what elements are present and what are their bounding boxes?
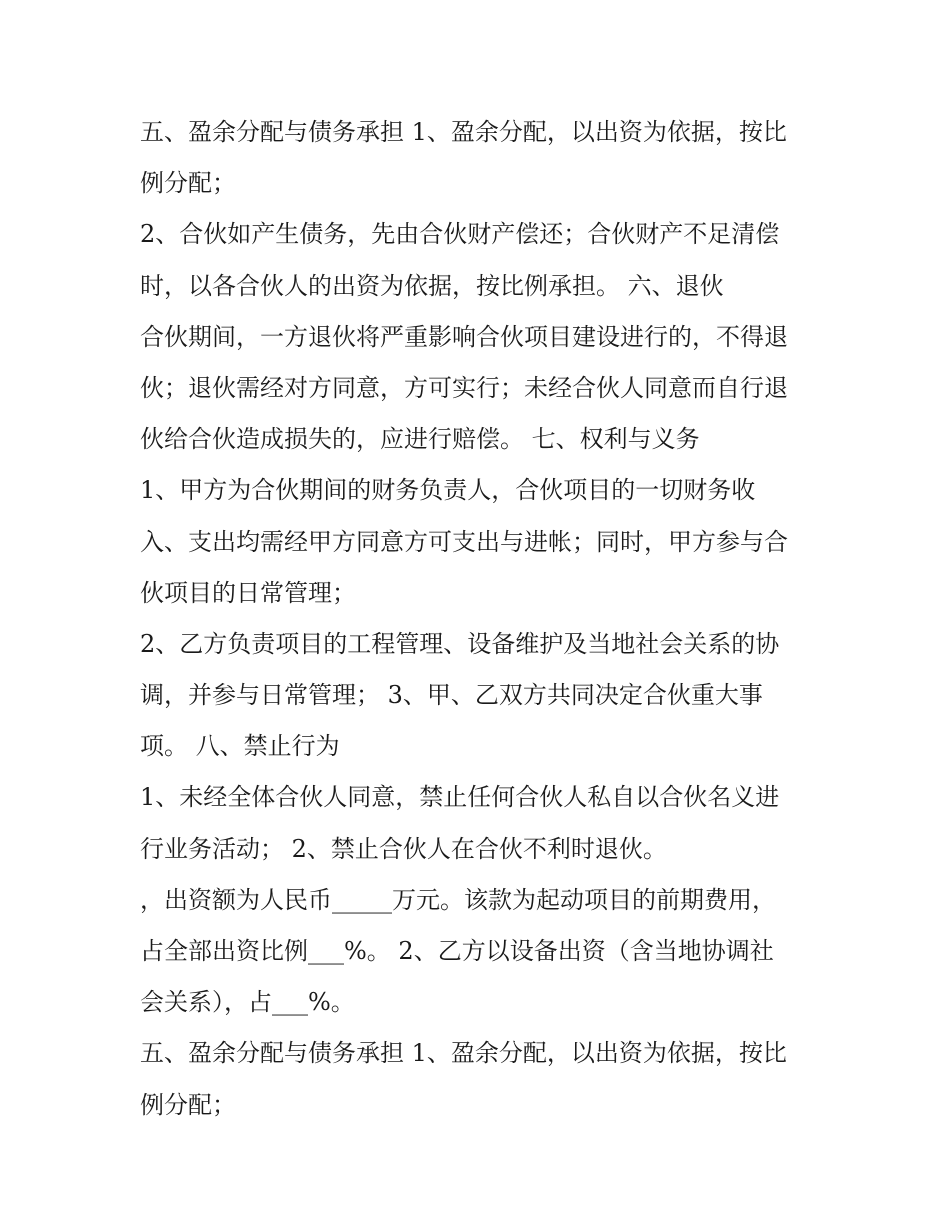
- text-line: 2、乙方负责项目的工程管理、设备维护及当地社会关系的协: [140, 629, 780, 658]
- text-line: 时，以各合伙人的出资为依据，按比例承担。 六、退伙: [140, 271, 724, 300]
- text-line: 例分配；: [140, 1090, 236, 1119]
- text-line: 伙；退伙需经对方同意，方可实行；未经合伙人同意而自行退: [140, 373, 788, 402]
- text-line: 例分配；: [140, 169, 236, 198]
- text-line: 会关系），占___%。: [140, 988, 355, 1017]
- text-line: 调，并参与日常管理； 3、甲、乙双方共同决定合伙重大事: [140, 681, 763, 710]
- text-line: 占全部出资比例___%。 2、乙方以设备出资（含当地协调社: [140, 937, 774, 965]
- text-line: 伙项目的日常管理；: [140, 578, 356, 607]
- text-line: 行业务活动； 2、禁止合伙人在合伙不利时退伙。: [140, 834, 667, 863]
- text-line: 五、盈余分配与债务承担 1、盈余分配，以出资为依据，按比: [140, 1039, 787, 1068]
- text-line: 1、甲方为合伙期间的财务负责人，合伙项目的一切财务收: [140, 476, 756, 505]
- text-line: 伙给合伙造成损失的，应进行赔偿。 七、权利与义务: [140, 425, 700, 454]
- text-line: 五、盈余分配与债务承担 1、盈余分配，以出资为依据，按比: [140, 118, 787, 146]
- text-line: 2、合伙如产生债务，先由合伙财产偿还；合伙财产不足清偿: [140, 220, 780, 249]
- text-line: 入、支出均需经甲方同意方可支出与进帐；同时，甲方参与合: [140, 527, 788, 556]
- text-line: ，出资额为人民币_____万元。该款为起动项目的前期费用，: [140, 885, 776, 914]
- document-body: [140, 107, 820, 1131]
- text-line: 合伙期间，一方退伙将严重影响合伙项目建设进行的，不得退: [140, 322, 788, 351]
- text-line: 1、未经全体合伙人同意，禁止任何合伙人私自以合伙名义进: [140, 783, 780, 812]
- text-line: 项。 八、禁止行为: [140, 732, 340, 761]
